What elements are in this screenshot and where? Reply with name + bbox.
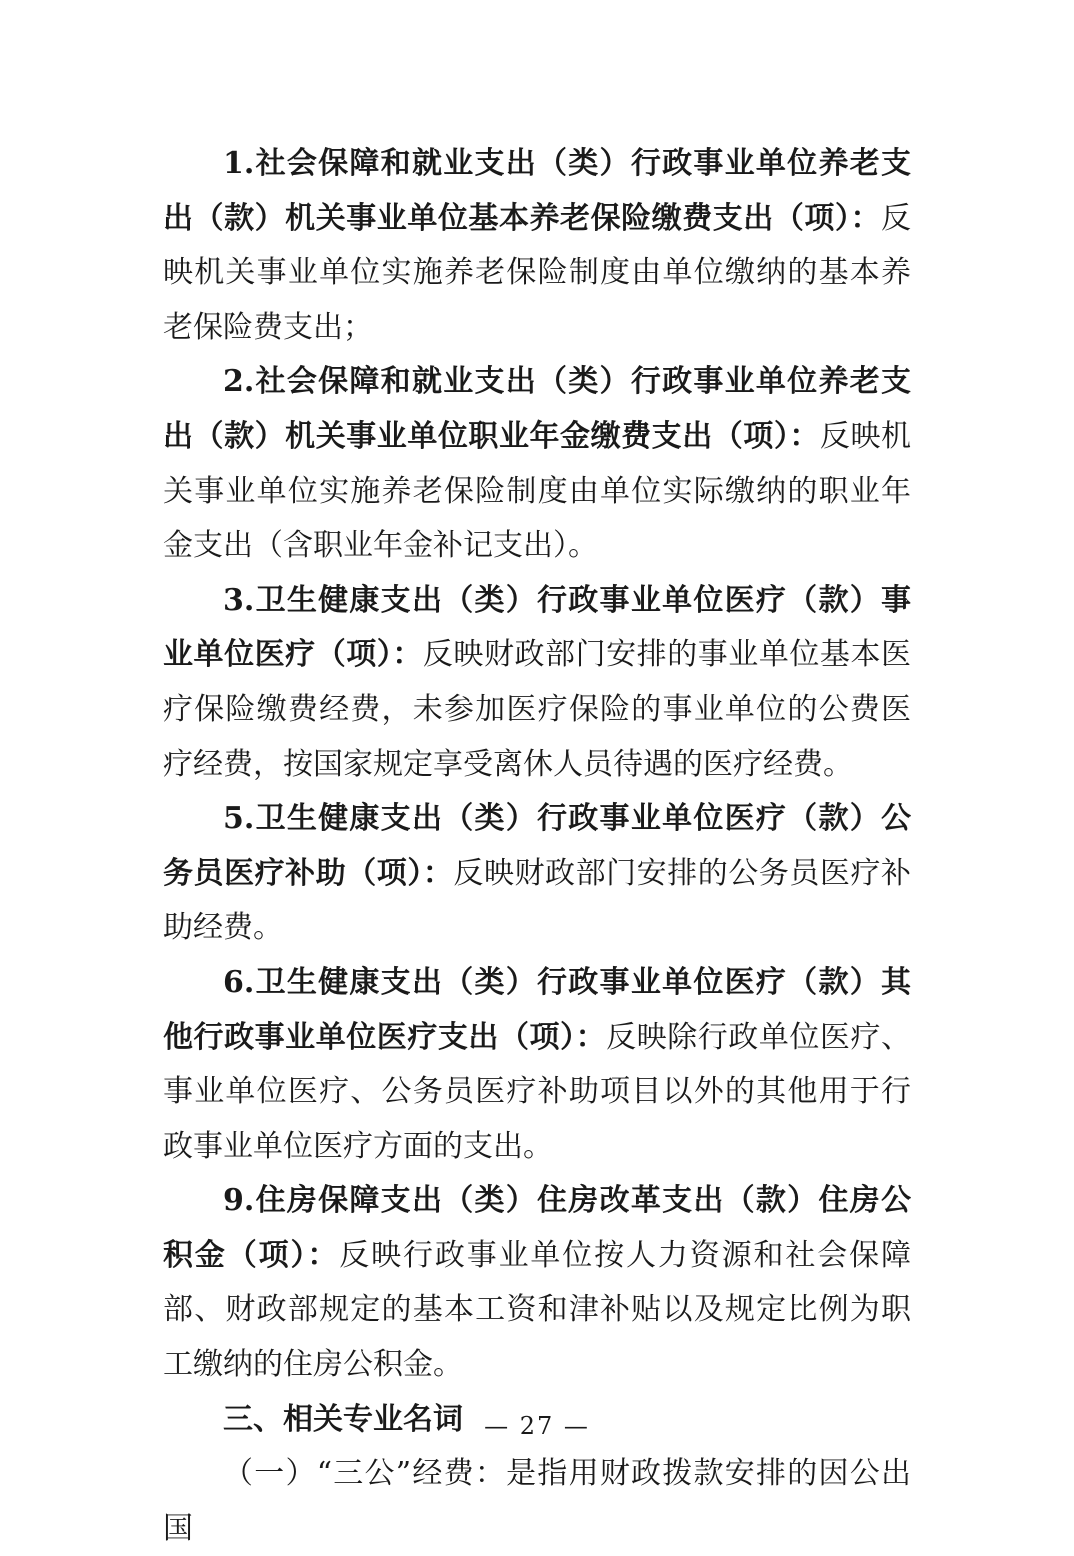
item-1-heading: 1.社会保障和就业支出（类）行政事业单位养老支出（款）机关事业单位基本养老保险缴费支出（项）： [163,146,911,236]
item-3 [163,574,911,792]
item-3-text: 反映财政部门安排的事业单位基本医疗保险缴费经费，未参加医疗保险的事业单位的公费医疗经费，按国家规定享受离休人员待遇的医疗经费。 [163,637,911,782]
item-9 [163,1174,911,1392]
item-2-text: 反映机关事业单位实施养老保险制度由单位实际缴纳的职业年金支出（含职业年金补记支出）。 [163,418,912,564]
item-1-text: 反映机关事业单位实施养老保险制度由单位缴纳的基本养老保险费支出； [163,200,911,345]
item-2-heading: 2.社会保障和就业支出（类）行政事业单位养老支出（款）机关事业单位职业年金缴费支出（项）： [163,364,911,454]
item-2 [163,355,911,573]
item-5-heading: 5.卫生健康支出（类）行政事业单位医疗（款）公务员医疗补助（项）： [163,801,911,891]
item-9-heading: 9.住房保障支出（类）住房改革支出（款）住房公积金（项）： [163,1183,911,1273]
item-6-heading: 6.卫生健康支出（类）行政事业单位医疗（款）其他行政事业单位医疗支出（项）： [163,964,911,1055]
item-9-text: 反映行政事业单位按人力资源和社会保障部、财政部规定的基本工资和津补贴以及规定比例为职工缴纳的住房公积金。 [163,1237,912,1383]
item-5-text: 反映财政部门安排的公务员医疗补助经费。 [163,855,912,946]
section-title: 三、相关专业名词 [223,1401,463,1437]
item-6-text: 反映除行政单位医疗、事业单位医疗、公务员医疗补助项目以外的其他用于行政事业单位医疗方面的支出。 [163,1019,911,1164]
document-body [163,137,911,1556]
item-3-heading: 3.卫生健康支出（类）行政事业单位医疗（款）事业单位医疗（项）： [163,582,911,673]
item-5 [163,792,911,956]
page-number: — 27 — [484,1412,590,1440]
item-6 [163,956,911,1174]
item-1 [163,137,911,355]
final-paragraph: （一）“三公”经费：是指用财政拨款安排的因公出国 [163,1456,911,1546]
